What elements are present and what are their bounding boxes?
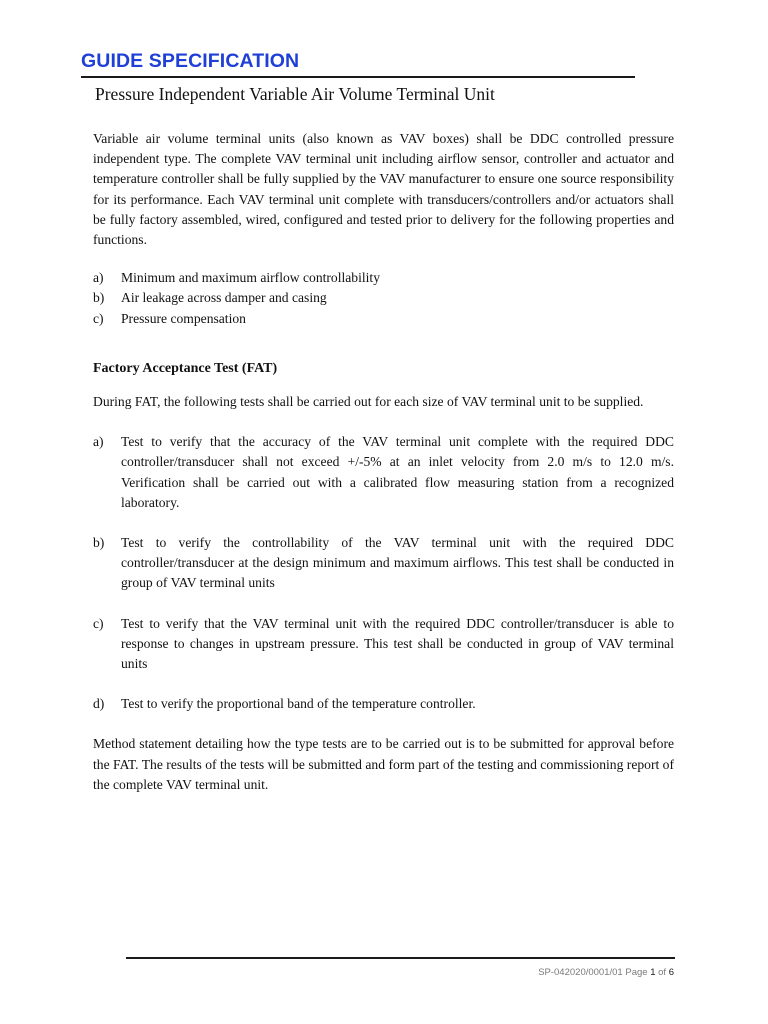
list-item [93,268,674,288]
list-marker: c) [93,310,104,326]
list-marker: a) [93,434,104,450]
list-item-text: Test to verify the proportional band of the temperature controller. [121,696,476,712]
list-item [93,309,674,329]
list-item [93,432,674,513]
list-item-text: Test to verify that the accuracy of the VAV terminal unit complete with the required DDC controller/transducer shall not exceed +/-5% at an inlet velocity from 2.0 m/s to 12.0 m/s. Verification shall be carried out with a calibrated flow measuring station from a recognized laboratory. [121,434,674,510]
list-marker: b) [93,290,105,306]
list-marker: b) [93,535,105,551]
list-item-text: Test to verify that the VAV terminal unit with the required DDC controller/transducer is able to response to changes in upstream pressure. This test shall be conducted in group of VAV terminal units [121,615,674,672]
page-word: Page [625,967,648,978]
list-item-text: Pressure compensation [121,310,246,326]
list-marker: a) [93,270,104,286]
page-number: 1 [650,967,656,978]
tests-list [93,432,674,714]
properties-list [93,268,674,329]
intro-paragraph: Variable air volume terminal units (also known as VAV boxes) shall be DDC controlled pressure independent type. The complete VAV terminal unit including airflow sensor, controller and actuator and temperature controller shall be fully supplied by the VAV manufacturer to ensure one source responsibility for its performance. Each VAV terminal unit complete with transducers/controllers and/or actuators shall be fully factory assembled, wired, configured and tested prior to delivery for the following properties and functions. [93,131,674,248]
list-marker: d) [93,696,105,712]
document-reference: SP-042020/0001/01 [538,967,623,978]
fat-heading: Factory Acceptance Test (FAT) [93,360,278,376]
header-rule [81,76,635,78]
page-footer [538,967,674,978]
document-title: Pressure Independent Variable Air Volume Terminal Unit [95,84,495,104]
of-word: of [658,967,667,978]
document-body [93,129,674,795]
guide-label: GUIDE SPECIFICATION [81,50,300,72]
fat-intro-paragraph: During FAT, the following tests shall be carried out for each size of VAV terminal unit to be supplied. [93,394,644,410]
total-pages: 6 [668,967,674,978]
list-item-text: Air leakage across damper and casing [121,290,327,306]
list-item [93,694,674,714]
list-item [93,614,674,675]
list-item-text: Minimum and maximum airflow controllability [121,270,380,286]
closing-paragraph: Method statement detailing how the type tests are to be carried out is to be submitted for approval before the FAT. The results of the tests will be submitted and form part of the testing and commissioning report of the complete VAV terminal unit. [93,736,674,792]
list-item [93,288,674,308]
list-item-text: Test to verify the controllability of the VAV terminal unit with the required DDC controller/transducer at the design minimum and maximum airflows. This test shall be conducted in group of VAV terminal units [121,535,674,591]
list-item [93,533,674,594]
footer-rule [126,957,675,959]
list-marker: c) [93,615,104,631]
